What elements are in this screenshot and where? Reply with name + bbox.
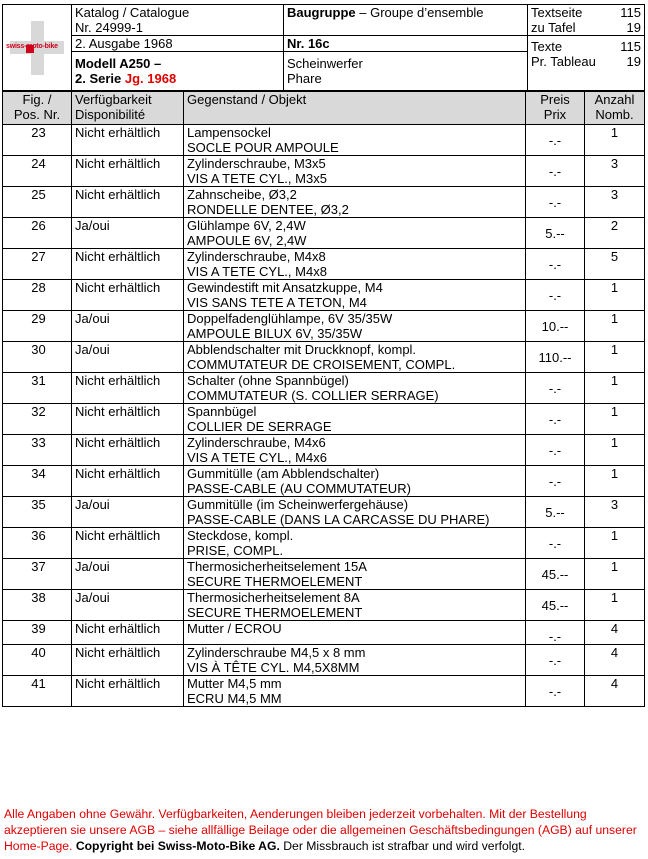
item-name-de: Zylinderschraube M4,5 x 8 mm — [187, 645, 366, 660]
availability: Nicht erhältlich — [72, 156, 184, 187]
column-header-row — [3, 92, 645, 125]
availability: Nicht erhältlich — [72, 466, 184, 497]
item-description — [184, 311, 526, 342]
edition-cell — [72, 36, 284, 52]
item-name-de: Gewindestift mit Ansatzkuppe, M4 — [187, 280, 383, 295]
quantity: 1 — [585, 311, 645, 342]
table-row — [3, 559, 645, 590]
position-number: 36 — [3, 528, 72, 559]
price: -.- — [526, 373, 585, 404]
price: -.- — [526, 404, 585, 435]
quantity: 1 — [585, 559, 645, 590]
col-qty: Anzahl Nomb. — [585, 92, 645, 125]
table-row — [3, 280, 645, 311]
availability: Nicht erhältlich — [72, 373, 184, 404]
availability: Ja/oui — [72, 218, 184, 249]
catalog-label: Katalog / Catalogue — [75, 5, 190, 20]
item-name-fr: VIS A TETE CYL., M3x5 — [187, 171, 327, 186]
item-name-fr: COLLIER DE SERRAGE — [187, 419, 332, 434]
item-name-de: Zahnscheibe, Ø3,2 — [187, 187, 297, 202]
item-name-fr: SOCLE POUR AMPOULE — [187, 140, 339, 155]
position-number: 40 — [3, 645, 72, 676]
item-name-fr: SECURE THERMOELEMENT — [187, 605, 363, 620]
model-line2: 2. Serie — [75, 71, 125, 86]
position-number: 35 — [3, 497, 72, 528]
logo-text: swiss-moto-bike — [6, 42, 58, 50]
price: 5.-- — [526, 497, 585, 528]
availability: Ja/oui — [72, 497, 184, 528]
availability: Nicht erhältlich — [72, 249, 184, 280]
item-name-fr: SECURE THERMOELEMENT — [187, 574, 363, 589]
table-row — [3, 342, 645, 373]
catalog-number: Nr. 24999-1 — [75, 20, 143, 35]
availability: Nicht erhältlich — [72, 125, 184, 156]
availability: Ja/oui — [72, 311, 184, 342]
texte-cell — [528, 36, 645, 91]
availability: Nicht erhältlich — [72, 676, 184, 707]
item-description — [184, 280, 526, 311]
item-description — [184, 187, 526, 218]
textseite-cell — [528, 5, 645, 36]
availability: Nicht erhältlich — [72, 645, 184, 676]
tableau-value: 19 — [626, 54, 641, 69]
misuse-notice: Der Missbrauch ist strafbar und wird verfolgt. — [279, 839, 526, 853]
availability: Nicht erhältlich — [72, 404, 184, 435]
item-name-de: Gummitülle (im Scheinwerfergehäuse) — [187, 497, 409, 512]
item-description — [184, 218, 526, 249]
price: 45.-- — [526, 590, 585, 621]
quantity: 1 — [585, 435, 645, 466]
header-table — [2, 4, 645, 91]
catalog-cell — [72, 5, 284, 36]
item-name-de: Steckdose, kompl. — [187, 528, 294, 543]
price: 45.-- — [526, 559, 585, 590]
price: 110.-- — [526, 342, 585, 373]
texte-value: 115 — [620, 39, 641, 54]
availability: Nicht erhältlich — [72, 435, 184, 466]
item-name-de: Lampensockel — [187, 125, 271, 140]
disclaimer — [4, 806, 644, 854]
table-row — [3, 676, 645, 707]
parts-table — [2, 91, 645, 707]
price: -.- — [526, 187, 585, 218]
quantity: 1 — [585, 404, 645, 435]
item-name-de: Spannbügel — [187, 404, 257, 419]
table-row — [3, 497, 645, 528]
quantity: 5 — [585, 249, 645, 280]
price: -.- — [526, 125, 585, 156]
tableau-label: Pr. Tableau — [531, 54, 596, 69]
item-name-de: Mutter M4,5 mm — [187, 676, 282, 691]
position-number: 32 — [3, 404, 72, 435]
price: -.- — [526, 676, 585, 707]
copyright-notice: Copyright bei Swiss-Moto-Bike AG. — [75, 839, 280, 853]
table-row — [3, 621, 645, 645]
item-description — [184, 559, 526, 590]
catalog-sheet — [2, 4, 644, 707]
price: 5.-- — [526, 218, 585, 249]
position-number: 25 — [3, 187, 72, 218]
item-name-fr: VIS A TETE CYL., M4x6 — [187, 450, 327, 465]
col-price: Preis Prix — [526, 92, 585, 125]
item-name-de: Zylinderschraube, M3x5 — [187, 156, 326, 171]
item-description — [184, 497, 526, 528]
textseite-value: 115 — [620, 5, 641, 20]
position-number: 24 — [3, 156, 72, 187]
item-description — [184, 156, 526, 187]
quantity: 4 — [585, 676, 645, 707]
col-availability: Verfügbarkeit Disponibilité — [72, 92, 184, 125]
quantity: 3 — [585, 187, 645, 218]
quantity: 1 — [585, 590, 645, 621]
table-row — [3, 645, 645, 676]
item-name-fr: ECRU M4,5 MM — [187, 691, 282, 706]
item-description — [184, 125, 526, 156]
edition: 2. Ausgabe 1968 — [75, 36, 173, 51]
zu-tafel-value: 19 — [626, 20, 641, 35]
table-row — [3, 590, 645, 621]
item-description — [184, 676, 526, 707]
price: -.- — [526, 621, 585, 645]
item-name-de: Thermosicherheitselement 8A — [187, 590, 360, 605]
table-row — [3, 249, 645, 280]
table-row — [3, 373, 645, 404]
table-row — [3, 528, 645, 559]
quantity: 2 — [585, 218, 645, 249]
price: -.- — [526, 435, 585, 466]
group-number-cell — [284, 36, 528, 52]
logo-cell — [3, 5, 72, 91]
table-row — [3, 187, 645, 218]
item-name-fr: PRISE, COMPL. — [187, 543, 284, 558]
item-description — [184, 590, 526, 621]
table-row — [3, 156, 645, 187]
parts-rows — [3, 125, 645, 707]
price: 10.-- — [526, 311, 585, 342]
table-row — [3, 435, 645, 466]
item-name-de: Abblendschalter mit Druckknopf, kompl. — [187, 342, 417, 357]
availability: Ja/oui — [72, 342, 184, 373]
table-row — [3, 125, 645, 156]
group-label-rest: – Groupe d’ensemble — [355, 5, 484, 20]
position-number: 29 — [3, 311, 72, 342]
availability: Nicht erhältlich — [72, 621, 184, 645]
availability: Ja/oui — [72, 590, 184, 621]
price: -.- — [526, 528, 585, 559]
quantity: 3 — [585, 497, 645, 528]
model-cell — [72, 52, 284, 91]
availability: Ja/oui — [72, 559, 184, 590]
position-number: 41 — [3, 676, 72, 707]
position-number: 31 — [3, 373, 72, 404]
item-name-de: Doppelfadenglühlampe, 6V 35/35W — [187, 311, 393, 326]
item-description — [184, 621, 526, 645]
table-row — [3, 218, 645, 249]
table-row — [3, 404, 645, 435]
group-label-bold: Baugruppe — [287, 5, 356, 20]
price: -.- — [526, 156, 585, 187]
availability: Nicht erhältlich — [72, 187, 184, 218]
model-year: Jg. 1968 — [124, 71, 177, 86]
quantity: 1 — [585, 125, 645, 156]
price: -.- — [526, 466, 585, 497]
item-description — [184, 528, 526, 559]
textseite-label: Textseite — [531, 5, 583, 20]
item-name-de: Gummitülle (am Abblendschalter) — [187, 466, 380, 481]
item-name-fr: COMMUTATEUR (S. COLLIER SERRAGE) — [187, 388, 439, 403]
position-number: 30 — [3, 342, 72, 373]
zu-tafel-label: zu Tafel — [531, 20, 576, 35]
item-name-fr: AMPOULE BILUX 6V, 35/35W — [187, 326, 363, 341]
availability: Nicht erhältlich — [72, 528, 184, 559]
quantity: 1 — [585, 280, 645, 311]
item-name-fr: RONDELLE DENTEE, Ø3,2 — [187, 202, 349, 217]
quantity: 4 — [585, 621, 645, 645]
item-name-de: Glühlampe 6V, 2,4W — [187, 218, 306, 233]
item-name-de: Schalter (ohne Spannbügel) — [187, 373, 349, 388]
item-description — [184, 249, 526, 280]
item-description — [184, 645, 526, 676]
group-number: Nr. 16c — [287, 36, 330, 51]
position-number: 23 — [3, 125, 72, 156]
position-number: 33 — [3, 435, 72, 466]
position-number: 39 — [3, 621, 72, 645]
quantity: 1 — [585, 528, 645, 559]
position-number: 27 — [3, 249, 72, 280]
group-name-fr: Phare — [287, 71, 322, 86]
price: -.- — [526, 645, 585, 676]
item-name-fr: VIS SANS TETE A TETON, M4 — [187, 295, 367, 310]
quantity: 1 — [585, 373, 645, 404]
position-number: 34 — [3, 466, 72, 497]
table-row — [3, 466, 645, 497]
position-number: 37 — [3, 559, 72, 590]
item-description — [184, 435, 526, 466]
position-number: 26 — [3, 218, 72, 249]
item-description — [184, 404, 526, 435]
group-name-de: Scheinwerfer — [287, 56, 363, 71]
group-label-cell — [284, 5, 528, 36]
item-description — [184, 342, 526, 373]
item-name-fr: COMMUTATEUR DE CROISEMENT, COMPL. — [187, 357, 456, 372]
group-name-cell — [284, 52, 528, 91]
availability: Nicht erhältlich — [72, 280, 184, 311]
quantity: 3 — [585, 156, 645, 187]
col-item: Gegenstand / Objekt — [184, 92, 526, 125]
table-row — [3, 311, 645, 342]
item-name-fr: VIS À TÊTE CYL. M4,5X8MM — [187, 660, 360, 675]
item-name-de: Mutter / ECROU — [187, 621, 282, 636]
disclaimer-text: Alle Angaben ohne Gewähr. Verfügbarkeiten, Aenderungen bleiben jederzeit vorbehalten. Mit der Bestellung akzeptieren sie unsere AGB – siehe allfällige Beilage oder die allgemeinen Geschäftsbedingungen (AGB) auf unserer Home-Page. — [4, 807, 637, 853]
swiss-moto-bike-logo — [4, 15, 70, 81]
item-description — [184, 466, 526, 497]
price: -.- — [526, 249, 585, 280]
item-name-de: Zylinderschraube, M4x8 — [187, 249, 326, 264]
item-name-de: Zylinderschraube, M4x6 — [187, 435, 326, 450]
item-name-de: Thermosicherheitselement 15A — [187, 559, 367, 574]
item-name-fr: AMPOULE 6V, 2,4W — [187, 233, 307, 248]
price: -.- — [526, 280, 585, 311]
quantity: 4 — [585, 645, 645, 676]
item-name-fr: PASSE-CABLE (AU COMMUTATEUR) — [187, 481, 411, 496]
col-fig: Fig. / Pos. Nr. — [3, 92, 72, 125]
item-name-fr: VIS A TETE CYL., M4x8 — [187, 264, 327, 279]
texte-label: Texte — [531, 39, 563, 54]
item-description — [184, 373, 526, 404]
model-line1: Modell A250 – — [75, 56, 162, 71]
position-number: 28 — [3, 280, 72, 311]
item-name-fr: PASSE-CABLE (DANS LA CARCASSE DU PHARE) — [187, 512, 490, 527]
quantity: 1 — [585, 466, 645, 497]
quantity: 1 — [585, 342, 645, 373]
position-number: 38 — [3, 590, 72, 621]
